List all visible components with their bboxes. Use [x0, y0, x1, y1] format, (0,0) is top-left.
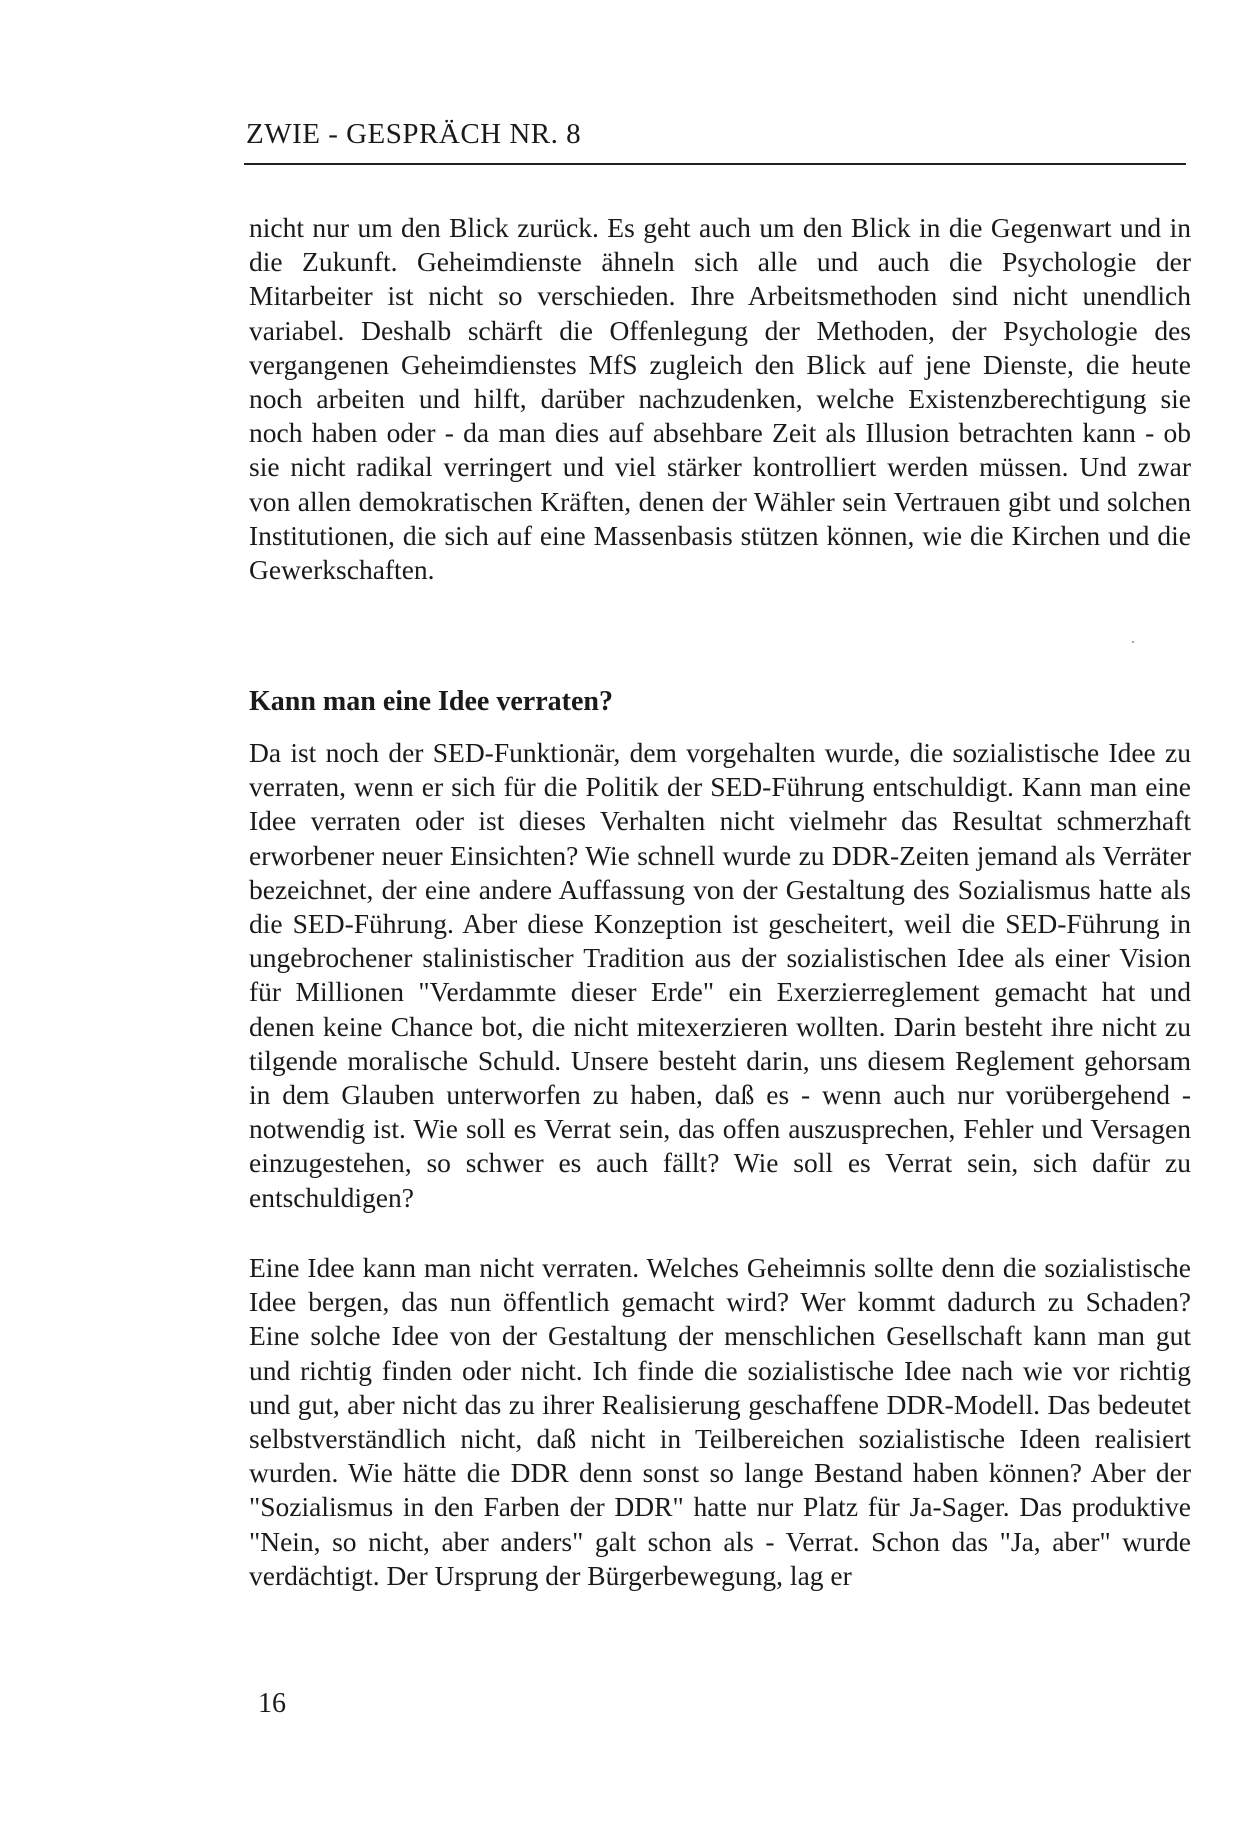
scan-speck	[1132, 641, 1134, 643]
body-paragraph: nicht nur um den Blick zurück. Es geht auch um den Blick in die Gegenwart und in die Zukunft. Geheimdienste ähneln sich alle und auch die Psychologie der Mitarbeiter ist nicht so verschieden. Ihre Arbeitsmethoden sind nicht unendlich variabel. Deshalb schärft die Offenlegung der Methoden, der Psychologie des vergangenen Geheimdienstes MfS zugleich den Blick auf jene Dienste, die heute noch arbeiten und hilft, darüber nachzudenken, welche Existenzberechtigung sie noch haben oder - da man dies auf absehbare Zeit als Illusion betrachten kann - ob sie nicht radikal verringert und viel stärker kontrolliert werden müssen. Und zwar von allen demokratischen Kräften, denen der Wähler sein Vertrauen gibt und solchen Institutionen, die sich auf eine Massenbasis stützen können, wie die Kirchen und die Gewerkschaften.	[249, 212, 1191, 586]
body-paragraph: Eine Idee kann man nicht verraten. Welches Geheimnis sollte denn die sozialistische Idee bergen, das nun öffentlich gemacht wird? Wer kommt dadurch zu Schaden? Eine solche Idee von der Gestaltung der menschlichen Gesellschaft kann man gut und richtig finden oder nicht. Ich finde die sozialistische Idee nach wie vor richtig und gut, aber nicht das zu ihrer Realisierung geschaffene DDR-Modell. Das bedeutet selbstverständlich nicht, daß nicht in Teilbereichen sozialistische Ideen realisiert wurden. Wie hätte die DDR denn sonst so lange Bestand haben können? Aber der "Sozialismus in den Farben der DDR" hatte nur Platz für Ja-Sager. Das produktive "Nein, so nicht, aber anders" galt schon als - Verrat. Schon das "Ja, aber" wurde verdächtigt. Der Ursprung der Bürgerbewegung, lag er	[249, 1252, 1191, 1591]
body-paragraph: Da ist noch der SED-Funktionär, dem vorgehalten wurde, die sozialistische Idee zu verraten, wenn er sich für die Politik der SED-Führung entschuldigt. Kann man eine Idee verraten oder ist dieses Verhalten nicht vielmehr das Resultat schmerzhaft erworbener neuer Einsichten? Wie schnell wurde zu DDR-Zeiten jemand als Verräter bezeichnet, der eine andere Auffassung von der Gestaltung des Sozialismus hatte als die SED-Führung. Aber diese Konzeption ist gescheitert, weil die SED-Führung in ungebrochener stalinistischer Tradition aus der sozialistischen Idee als einer Vision für Millionen "Verdammte dieser Erde" ein Exerzierreglement gemacht hat und denen keine Chance bot, die nicht mitexerzieren wollten. Darin besteht ihre nicht zu tilgende moralische Schuld. Unsere besteht darin, uns diesem Reglement gehorsam in dem Glauben unterworfen zu haben, daß es - wenn auch nur vorübergehend - notwendig ist. Wie soll es Verrat sein, das offen auszusprechen, Fehler und Versagen einzugestehen, so schwer es auch fällt? Wie soll es Verrat sein, sich dafür zu entschuldigen?	[249, 737, 1191, 1213]
section-heading: Kann man eine Idee verraten?	[249, 686, 613, 717]
header-rule	[244, 163, 1186, 165]
page-number: 16	[258, 1688, 286, 1719]
running-header: ZWIE - GESPRÄCH NR. 8	[246, 118, 582, 150]
